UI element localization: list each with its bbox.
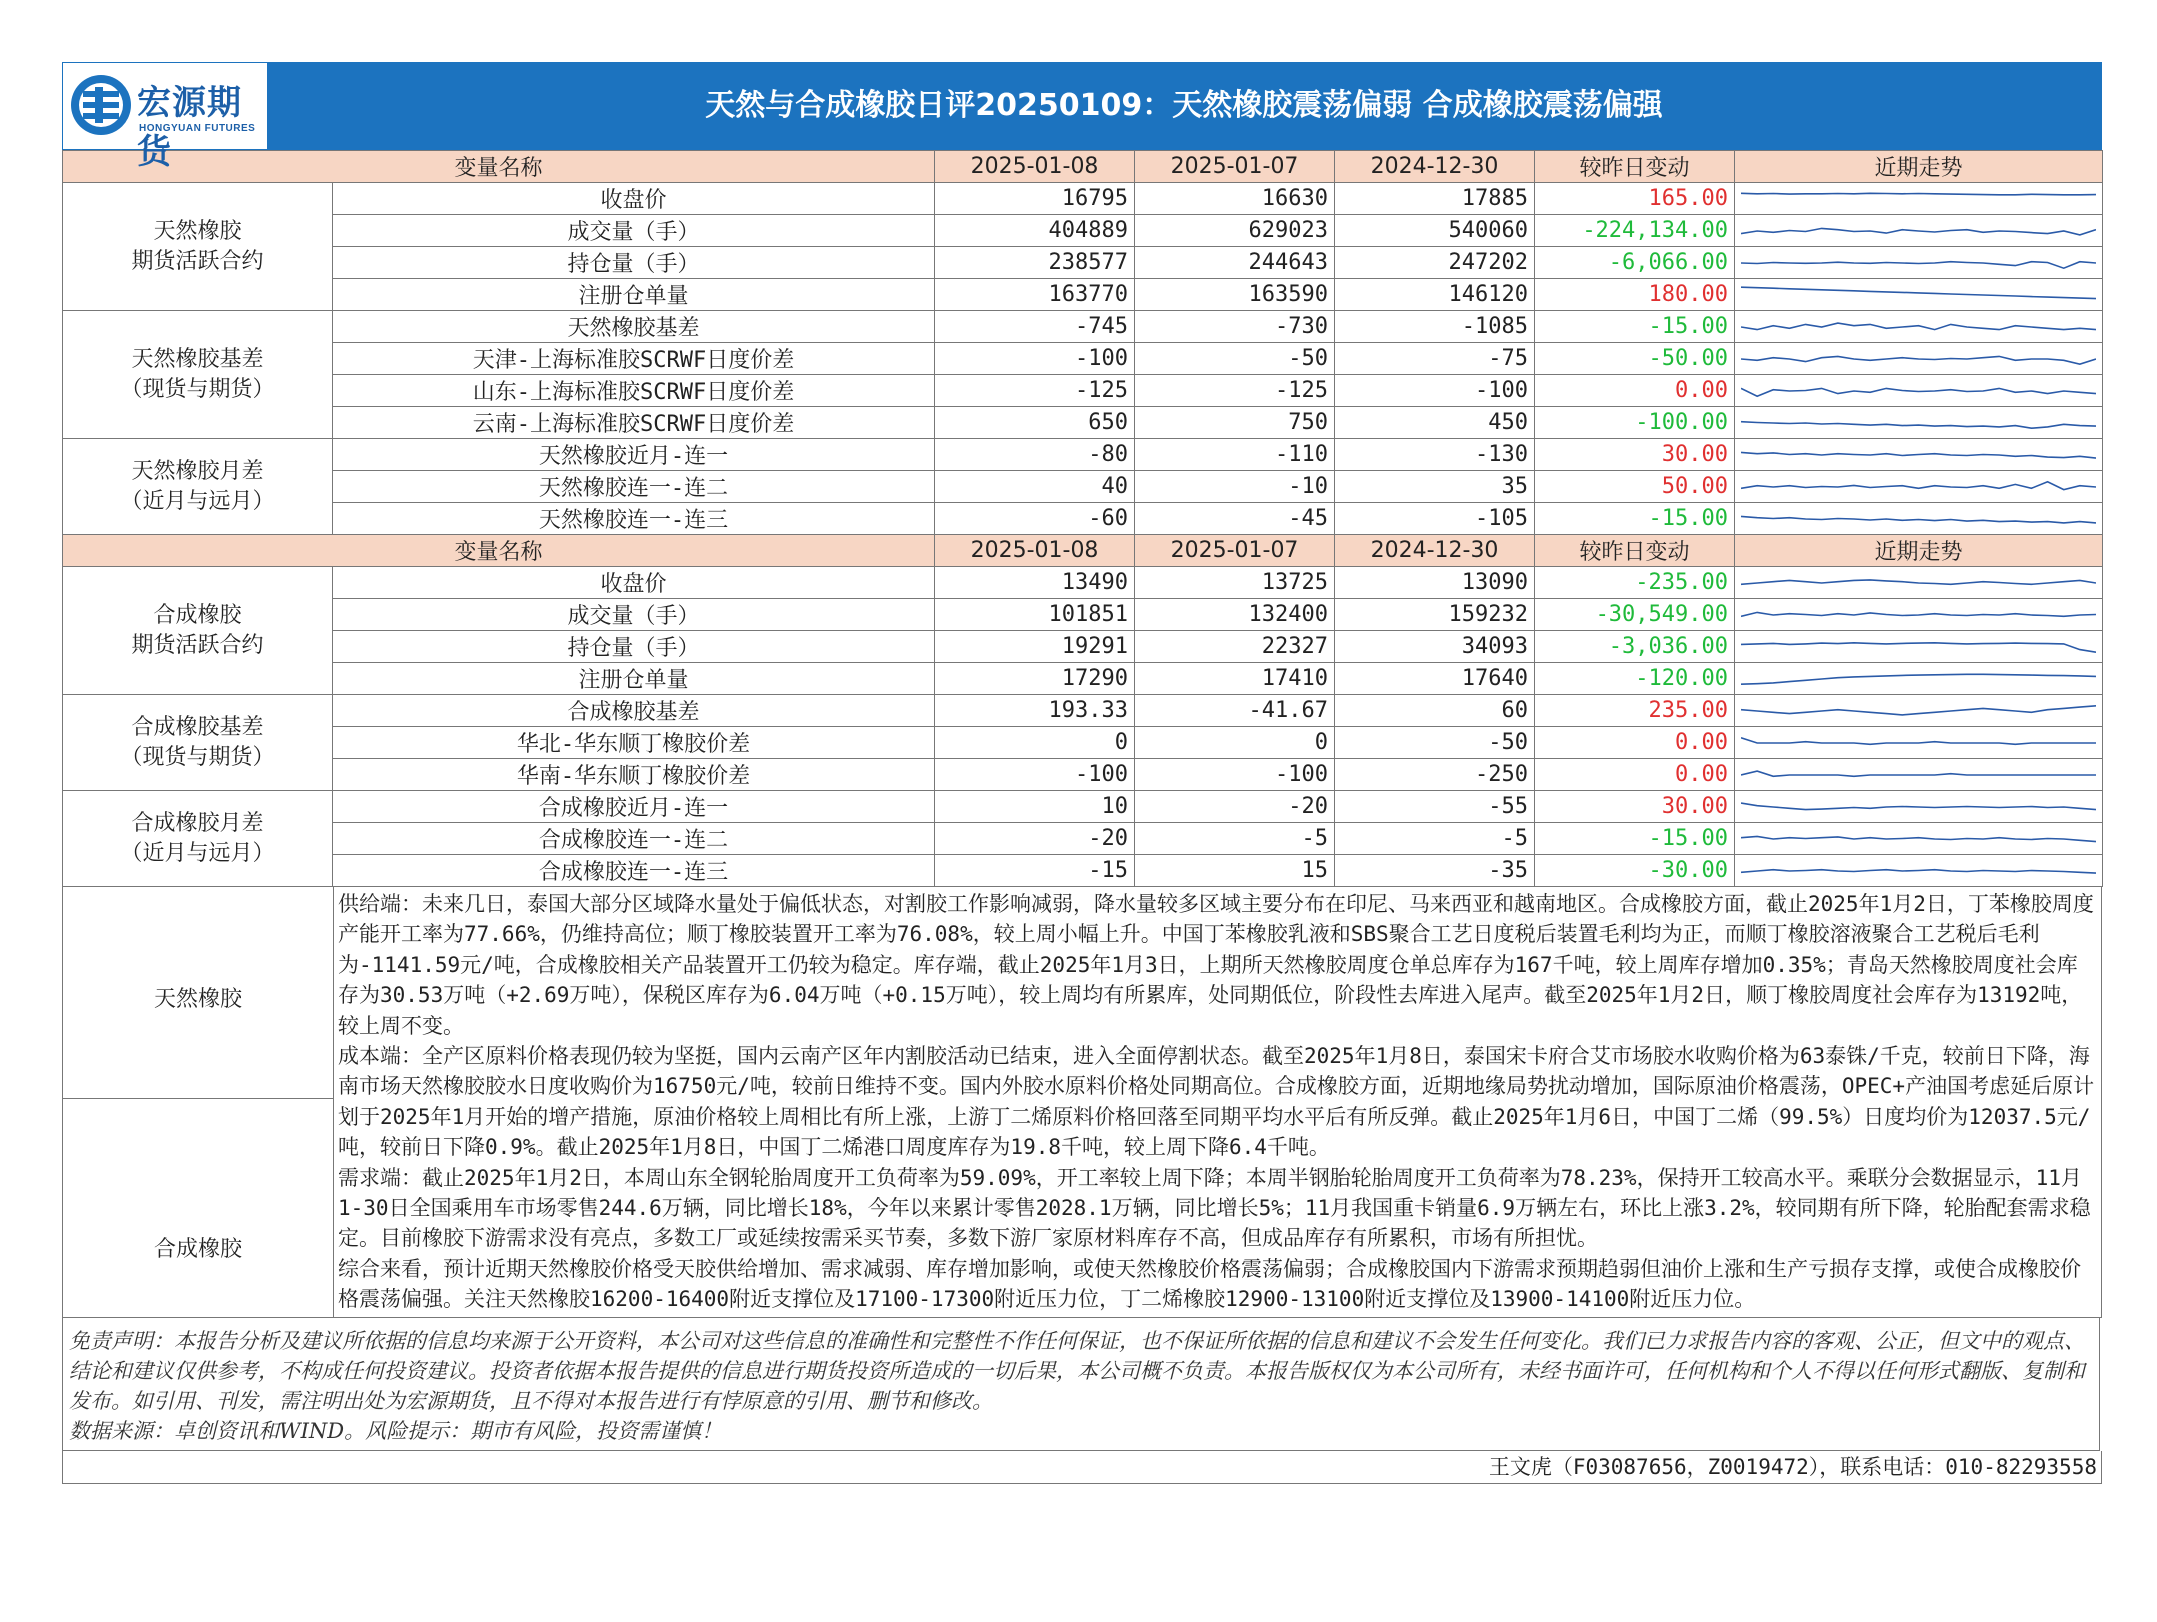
trend-line	[1741, 516, 2096, 523]
header-d3: 2024-12-30	[1335, 535, 1535, 567]
group-label-line: 天然橡胶基差	[131, 346, 264, 372]
trend-sparkline	[1741, 858, 2096, 884]
daily-change: -235.00	[1535, 567, 1735, 599]
trend-cell	[1735, 503, 2103, 535]
logo-english-text: HONGYUAN FUTURES	[139, 123, 256, 134]
trend-cell	[1735, 823, 2103, 855]
value-d1: 101851	[935, 599, 1135, 631]
trend-cell	[1735, 343, 2103, 375]
trend-sparkline	[1741, 218, 2096, 244]
value-d3: -100	[1335, 375, 1535, 407]
header-d2: 2025-01-07	[1135, 535, 1335, 567]
variable-name: 华北-华东顺丁橡胶价差	[333, 727, 935, 759]
trend-sparkline	[1741, 474, 2096, 500]
table-row	[63, 791, 2103, 823]
trend-sparkline	[1741, 762, 2096, 788]
group-label-line: （近月与远月）	[120, 488, 275, 514]
daily-change: 50.00	[1535, 471, 1735, 503]
header-variable: 变量名称	[63, 535, 935, 567]
group-label-line: （现货与期货）	[120, 744, 275, 770]
daily-change: -50.00	[1535, 343, 1735, 375]
trend-line	[1741, 803, 2096, 810]
trend-line	[1741, 642, 2096, 651]
trend-cell	[1735, 311, 2103, 343]
value-d2: 163590	[1135, 279, 1335, 311]
value-d1: -125	[935, 375, 1135, 407]
variable-name: 成交量（手）	[333, 599, 935, 631]
table-row	[63, 759, 2103, 791]
value-d2: 16630	[1135, 183, 1335, 215]
value-d2: -100	[1135, 759, 1335, 791]
group-label	[63, 439, 333, 535]
trend-cell	[1735, 471, 2103, 503]
analysis-supply: 供给端：未来几日，泰国大部分区域降水量处于偏低状态，对割胶工作影响减弱，降水量较多区域主要分布在印尼、马来西亚和越南地区。合成橡胶方面，截止2025年1月2日，丁苯橡胶周度产能开工率为77.66%，仍维持高位；顺丁橡胶装置开工率为76.08%，较上周小幅上升。中国丁苯橡胶乳液和SBS聚合工艺日度税后装置毛利均为正，而顺丁橡胶溶液聚合工艺税后毛利为-1141.59元/吨，合成橡胶相关产品装置开工仍较为稳定。库存端，截止2025年1月3日，上期所天然橡胶周度仓单总库存为167千吨，较上周库存增加0.35%；青岛天然橡胶周度社会库存为30.53万吨（+2.69万吨），保税区库存为6.04万吨（+0.15万吨），较上周均有所累库，处同期低位，阶段性去库进入尾声。截至2025年1月2日，顺丁橡胶周度社会库存为13192吨，较上周不变。	[338, 892, 2094, 1038]
value-d2: 629023	[1135, 215, 1335, 247]
group-label-line: 期货活跃合约	[131, 632, 264, 658]
variable-name: 收盘价	[333, 567, 935, 599]
table-row	[63, 439, 2103, 471]
value-d1: 238577	[935, 247, 1135, 279]
synthetic-header-row	[63, 535, 2103, 567]
group-label-line: 天然橡胶月差	[131, 458, 264, 484]
data-source-text: 数据来源：卓创资讯和WIND。风险提示：期市有风险，投资需谨慎！	[69, 1418, 723, 1443]
trend-cell	[1735, 695, 2103, 727]
trend-sparkline	[1741, 442, 2096, 468]
trend-line	[1741, 261, 2096, 268]
value-d3: 17885	[1335, 183, 1535, 215]
variable-name: 天然橡胶基差	[333, 311, 935, 343]
trend-cell	[1735, 599, 2103, 631]
value-d1: 193.33	[935, 695, 1135, 727]
daily-change: -3,036.00	[1535, 631, 1735, 663]
trend-cell	[1735, 567, 2103, 599]
variable-name: 山东-上海标准胶SCRWF日度价差	[333, 375, 935, 407]
trend-line	[1741, 193, 2096, 195]
variable-name: 持仓量（手）	[333, 631, 935, 663]
table-row	[63, 343, 2103, 375]
value-d1: -60	[935, 503, 1135, 535]
variable-name: 华南-华东顺丁橡胶价差	[333, 759, 935, 791]
value-d3: -1085	[1335, 311, 1535, 343]
trend-line	[1741, 705, 2096, 714]
value-d2: 750	[1135, 407, 1335, 439]
header-d2: 2025-01-07	[1135, 151, 1335, 183]
trend-sparkline	[1741, 250, 2096, 276]
trend-sparkline	[1741, 314, 2096, 340]
value-d2: -5	[1135, 823, 1335, 855]
header-change: 较昨日变动	[1535, 535, 1735, 567]
trend-line	[1741, 612, 2096, 616]
table-row	[63, 471, 2103, 503]
analysis-label-synthetic: 合成橡胶	[153, 1237, 242, 1262]
value-d1: -20	[935, 823, 1135, 855]
value-d1: 13490	[935, 567, 1135, 599]
value-d3: 540060	[1335, 215, 1535, 247]
group-label	[63, 311, 333, 439]
trend-cell	[1735, 215, 2103, 247]
table-row	[63, 631, 2103, 663]
value-d3: -130	[1335, 439, 1535, 471]
value-d2: 244643	[1135, 247, 1335, 279]
trend-sparkline	[1741, 602, 2096, 628]
variable-name: 持仓量（手）	[333, 247, 935, 279]
variable-name: 注册仓单量	[333, 663, 935, 695]
variable-name: 合成橡胶基差	[333, 695, 935, 727]
value-d3: -55	[1335, 791, 1535, 823]
trend-cell	[1735, 247, 2103, 279]
analyst-contact: 王文虎（F03087656，Z0019472），联系电话：010-82293558	[62, 1451, 2102, 1484]
value-d2: -20	[1135, 791, 1335, 823]
daily-change: -30.00	[1535, 855, 1735, 887]
group-label-line: （现货与期货）	[120, 376, 275, 402]
value-d2: 132400	[1135, 599, 1335, 631]
variable-name: 天然橡胶近月-连一	[333, 439, 935, 471]
value-d2: -125	[1135, 375, 1335, 407]
value-d2: -50	[1135, 343, 1335, 375]
table-row	[63, 311, 2103, 343]
value-d3: 17640	[1335, 663, 1535, 695]
value-d3: 35	[1335, 471, 1535, 503]
trend-sparkline	[1741, 826, 2096, 852]
trend-sparkline	[1741, 410, 2096, 436]
value-d1: 404889	[935, 215, 1135, 247]
variable-name: 注册仓单量	[333, 279, 935, 311]
trend-line	[1741, 771, 2096, 776]
value-d3: 450	[1335, 407, 1535, 439]
group-label	[63, 567, 333, 695]
value-d3: -75	[1335, 343, 1535, 375]
trend-cell	[1735, 727, 2103, 759]
daily-change: 30.00	[1535, 791, 1735, 823]
table-row	[63, 823, 2103, 855]
table-row	[63, 279, 2103, 311]
value-d1: 17290	[935, 663, 1135, 695]
value-d1: 40	[935, 471, 1135, 503]
value-d2: -45	[1135, 503, 1335, 535]
daily-change: 30.00	[1535, 439, 1735, 471]
value-d1: 10	[935, 791, 1135, 823]
trend-sparkline	[1741, 730, 2096, 756]
daily-change: 235.00	[1535, 695, 1735, 727]
logo-chinese-text: 宏源期货	[137, 83, 242, 172]
trend-line	[1741, 323, 2096, 330]
group-label-line: 合成橡胶基差	[131, 714, 264, 740]
trend-cell	[1735, 855, 2103, 887]
table-row	[63, 695, 2103, 727]
value-d1: 163770	[935, 279, 1135, 311]
group-label-line: 合成橡胶	[153, 602, 242, 628]
trend-cell	[1735, 439, 2103, 471]
group-label-line: 合成橡胶月差	[131, 810, 264, 836]
trend-cell	[1735, 631, 2103, 663]
analysis-cost: 成本端：全产区原料价格表现仍较为坚挺，国内云南产区年内割胶活动已结束，进入全面停割状态。截至2025年1月8日，泰国宋卡府合艾市场胶水收购价格为63泰铢/千克，较前日下降，海南市场天然橡胶胶水日度收购价为16750元/吨，较前日维持不变。国内外胶水原料价格处同期高位。合成橡胶方面，近期地缘局势扰动增加，国际原油价格震荡，OPEC+产油国考虑延后原计划于2025年1月开始的增产措施，原油价格较上周相比有所上涨，上游丁二烯原料价格回落至同期平均水平后有所反弹。截止2025年1月6日，中国丁二烯（99.5%）日度均价为12037.5元/吨，较前日下降0.9%。截止2025年1月8日，中国丁二烯港口周度库存为19.8千吨，较上周下降6.4千吨。	[338, 1044, 2095, 1160]
analysis-summary: 综合来看，预计近期天然橡胶价格受天胶供给增加、需求减弱、库存增加影响，或使天然橡胶价格震荡偏弱；合成橡胶国内下游需求预期趋弱但油价上涨和生产亏损存支撑，或使合成橡胶价格震荡偏强。关注天然橡胶16200-16400附近支撑位及17100-17300附近压力位，丁二烯橡胶12900-13100附近支撑位及13900-14100附近压力位。	[338, 1256, 2081, 1312]
trend-sparkline	[1741, 378, 2096, 404]
daily-change: -15.00	[1535, 311, 1735, 343]
value-d1: -100	[935, 343, 1135, 375]
variable-name: 合成橡胶连一-连三	[333, 855, 935, 887]
table-row	[63, 247, 2103, 279]
trend-sparkline	[1741, 698, 2096, 724]
value-d1: -80	[935, 439, 1135, 471]
trend-sparkline	[1741, 666, 2096, 692]
trend-line	[1741, 481, 2096, 489]
trend-cell	[1735, 791, 2103, 823]
data-table	[62, 150, 2103, 887]
value-d2: 15	[1135, 855, 1335, 887]
daily-change: -100.00	[1535, 407, 1735, 439]
value-d2: -110	[1135, 439, 1335, 471]
daily-change: -224,134.00	[1535, 215, 1735, 247]
table-row	[63, 503, 2103, 535]
value-d1: 650	[935, 407, 1135, 439]
disclaimer-text: 免责声明：本报告分析及建议所依据的信息均来源于公开资料，本公司对这些信息的准确性和完整性不作任何保证，也不保证所依据的信息和建议不会发生任何变化。我们已力求报告内容的客观、公正，但文中的观点、结论和建议仅供参考，不构成任何投资建议。投资者依据本报告提供的信息进行期货投资所造成的一切后果，本公司概不负责。本报告版权仅为本公司所有，未经书面许可，任何机构和个人不得以任何形式翻版、复制和发布。如引用、刊发，需注明出处为宏源期货，且不得对本报告进行有悖原意的引用、删节和修改。	[69, 1328, 2085, 1413]
value-d2: 13725	[1135, 567, 1335, 599]
value-d1: -745	[935, 311, 1135, 343]
trend-line	[1741, 356, 2096, 364]
table-row	[63, 663, 2103, 695]
analysis-section	[62, 887, 2102, 1318]
trend-line	[1741, 421, 2096, 428]
daily-change: 165.00	[1535, 183, 1735, 215]
trend-line	[1741, 869, 2096, 872]
trend-cell	[1735, 279, 2103, 311]
daily-change: 0.00	[1535, 375, 1735, 407]
table-row	[63, 727, 2103, 759]
variable-name: 成交量（手）	[333, 215, 935, 247]
value-d1: -100	[935, 759, 1135, 791]
value-d2: -41.67	[1135, 695, 1335, 727]
trend-line	[1741, 674, 2096, 684]
group-label-line: 期货活跃合约	[131, 248, 264, 274]
header-trend: 近期走势	[1735, 151, 2103, 183]
group-label	[63, 695, 333, 791]
value-d2: -10	[1135, 471, 1335, 503]
trend-line	[1741, 579, 2096, 583]
trend-cell	[1735, 663, 2103, 695]
value-d2: 22327	[1135, 631, 1335, 663]
daily-change: -30,549.00	[1535, 599, 1735, 631]
table-row	[63, 855, 2103, 887]
trend-line	[1741, 287, 2096, 298]
group-label	[63, 183, 333, 311]
header-trend: 近期走势	[1735, 535, 2103, 567]
header-d3: 2024-12-30	[1335, 151, 1535, 183]
value-d1: 0	[935, 727, 1135, 759]
analysis-labels	[63, 887, 334, 1317]
value-d1: -15	[935, 855, 1135, 887]
trend-sparkline	[1741, 186, 2096, 212]
value-d3: -35	[1335, 855, 1535, 887]
group-label-line: （近月与远月）	[120, 840, 275, 866]
group-label	[63, 791, 333, 887]
group-label-line: 天然橡胶	[153, 218, 242, 244]
table-row	[63, 183, 2103, 215]
table-row	[63, 599, 2103, 631]
variable-name: 天津-上海标准胶SCRWF日度价差	[333, 343, 935, 375]
trend-line	[1741, 836, 2096, 841]
trend-line	[1741, 737, 2096, 744]
company-logo	[63, 63, 269, 172]
trend-line	[1741, 228, 2096, 235]
trend-cell	[1735, 407, 2103, 439]
daily-change: -6,066.00	[1535, 247, 1735, 279]
value-d3: 159232	[1335, 599, 1535, 631]
trend-sparkline	[1741, 506, 2096, 532]
report-page	[62, 62, 2102, 1484]
value-d3: -105	[1335, 503, 1535, 535]
trend-sparkline	[1741, 570, 2096, 596]
value-d3: -5	[1335, 823, 1535, 855]
hongyuan-logo-icon	[69, 73, 133, 137]
daily-change: -15.00	[1535, 823, 1735, 855]
table-row	[63, 407, 2103, 439]
trend-line	[1741, 388, 2096, 396]
table-row	[63, 375, 2103, 407]
daily-change: -15.00	[1535, 503, 1735, 535]
disclaimer	[62, 1318, 2100, 1451]
variable-name: 云南-上海标准胶SCRWF日度价差	[333, 407, 935, 439]
trend-sparkline	[1741, 346, 2096, 372]
value-d2: 0	[1135, 727, 1335, 759]
trend-sparkline	[1741, 794, 2096, 820]
value-d3: 13090	[1335, 567, 1535, 599]
value-d3: 247202	[1335, 247, 1535, 279]
analysis-demand: 需求端：截止2025年1月2日，本周山东全钢轮胎周度开工负荷率为59.09%，开工率较上周下降；本周半钢胎轮胎周度开工负荷率为78.23%，保持开工较高水平。乘联分会数据显示，11月1-30日全国乘用车市场零售244.6万辆，同比增长18%，今年以来累计零售2028.1万辆，同比增长5%；11月我国重卡销量6.9万辆左右，环比上涨3.2%，较同期有所下降，轮胎配套需求稳定。目前橡胶下游需求没有亮点，多数工厂或延续按需采买节奏，多数下游厂家原材料库存不高，但成品库存有所累积，市场有所担忧。	[338, 1165, 2091, 1251]
header-change: 较昨日变动	[1535, 151, 1735, 183]
daily-change: -120.00	[1535, 663, 1735, 695]
value-d2: 17410	[1135, 663, 1335, 695]
value-d3: -250	[1335, 759, 1535, 791]
table-row	[63, 567, 2103, 599]
table-row	[63, 215, 2103, 247]
value-d3: 34093	[1335, 631, 1535, 663]
variable-name: 收盘价	[333, 183, 935, 215]
trend-cell	[1735, 759, 2103, 791]
header-variable: 变量名称	[63, 151, 935, 183]
daily-change: 0.00	[1535, 759, 1735, 791]
value-d1: 19291	[935, 631, 1135, 663]
report-title: 天然与合成橡胶日评20250109：天然橡胶震荡偏弱 合成橡胶震荡偏强	[705, 88, 1663, 123]
analysis-label-natural: 天然橡胶	[153, 987, 242, 1012]
trend-line	[1741, 452, 2096, 458]
value-d3: 60	[1335, 695, 1535, 727]
variable-name: 合成橡胶近月-连一	[333, 791, 935, 823]
header-d1: 2025-01-08	[935, 151, 1135, 183]
trend-sparkline	[1741, 634, 2096, 660]
trend-sparkline	[1741, 282, 2096, 308]
variable-name: 天然橡胶连一-连二	[333, 471, 935, 503]
value-d2: -730	[1135, 311, 1335, 343]
variable-name: 合成橡胶连一-连二	[333, 823, 935, 855]
value-d3: -50	[1335, 727, 1535, 759]
daily-change: 0.00	[1535, 727, 1735, 759]
trend-cell	[1735, 183, 2103, 215]
analysis-text	[334, 887, 2101, 1317]
header-d1: 2025-01-08	[935, 535, 1135, 567]
natural-header-row	[63, 151, 2103, 183]
value-d1: 16795	[935, 183, 1135, 215]
trend-cell	[1735, 375, 2103, 407]
value-d3: 146120	[1335, 279, 1535, 311]
daily-change: 180.00	[1535, 279, 1735, 311]
variable-name: 天然橡胶连一-连三	[333, 503, 935, 535]
